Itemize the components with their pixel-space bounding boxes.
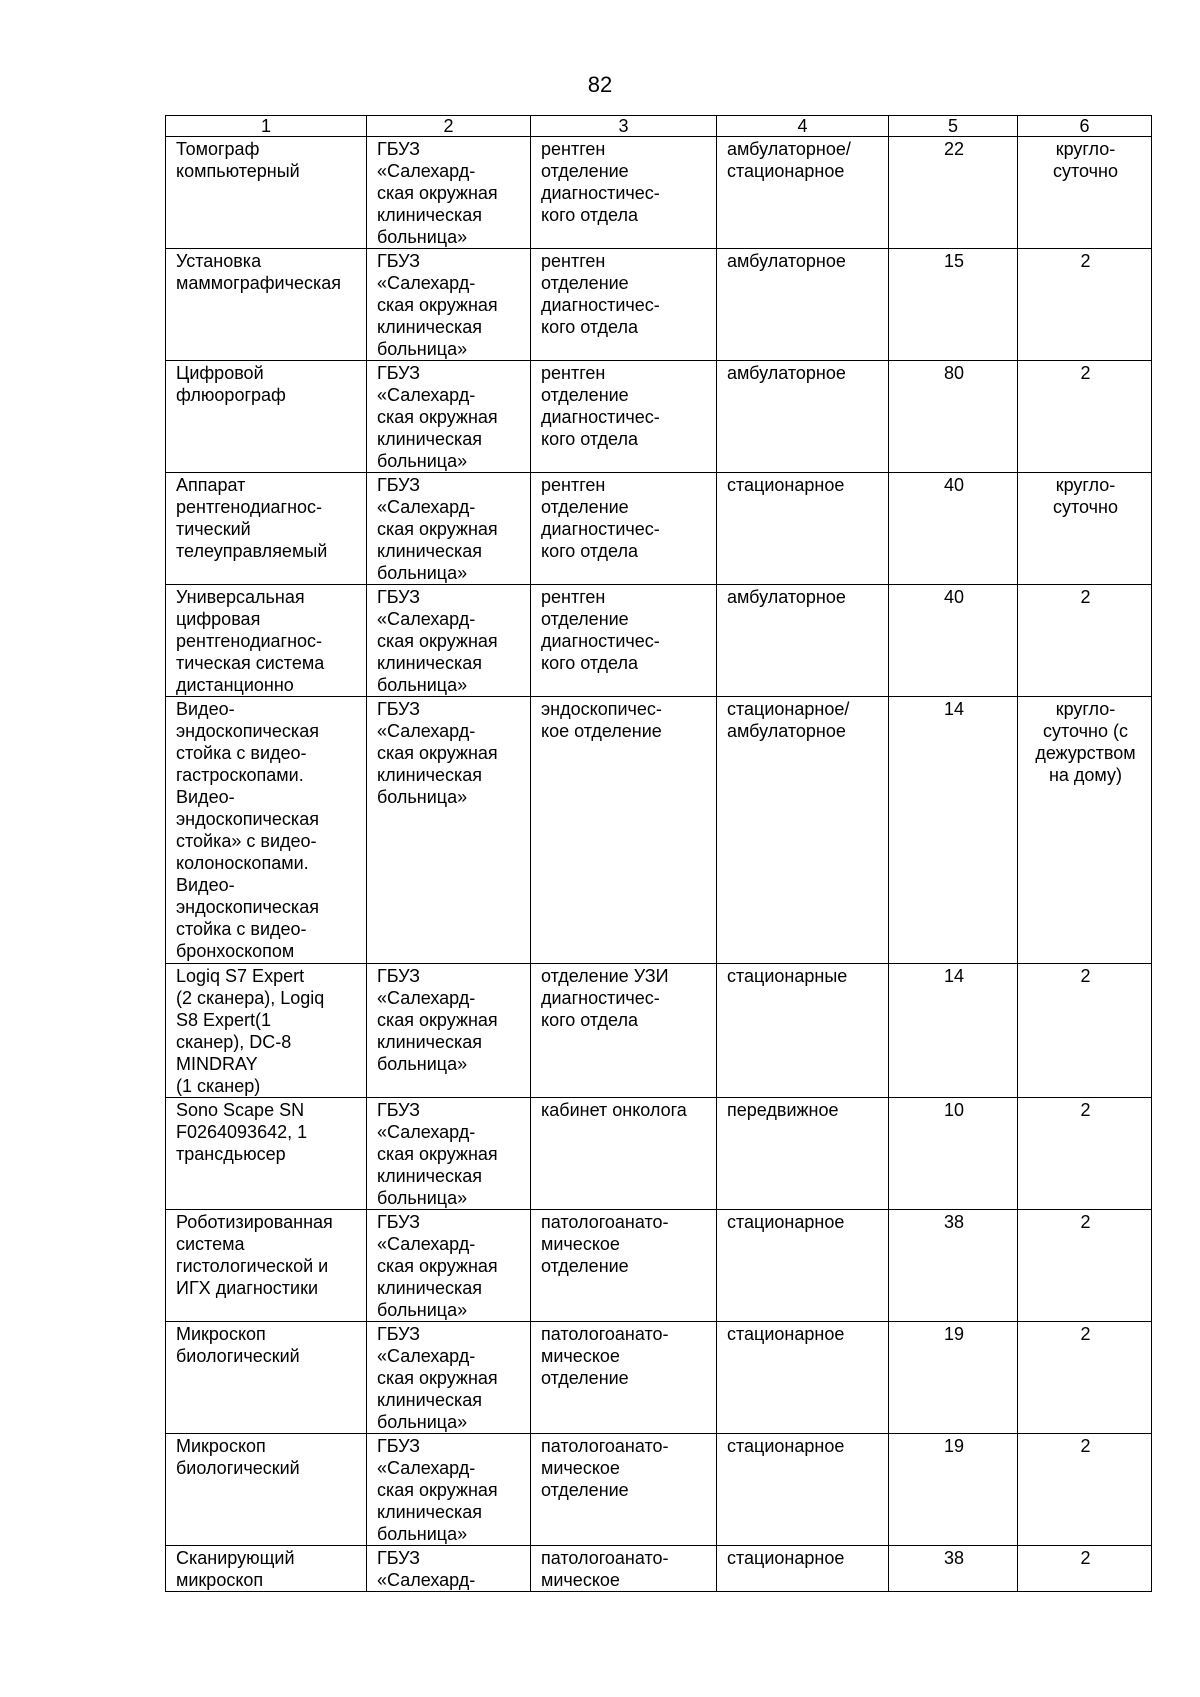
care-type-cell: стационарное [717, 1210, 889, 1322]
table-row [166, 473, 1152, 585]
care-type-cell: передвижное [717, 1098, 889, 1210]
institution-cell: ГБУЗ «Салехард- ская окружная клиническая больница» [367, 249, 531, 361]
department-cell: эндоскопичес- кое отделение [531, 697, 717, 964]
schedule-cell: 2 [1018, 964, 1152, 1098]
table-row [166, 249, 1152, 361]
value-cell: 22 [889, 137, 1018, 249]
equipment-name-cell: Видео- эндоскопическая стойка с видео- гастроскопами. Видео- эндоскопическая стойка» с видео- колоноскопами. Видео- эндоскопическая стойка с видео- бронхоскопом [166, 697, 367, 964]
value-cell: 38 [889, 1210, 1018, 1322]
value-cell: 15 [889, 249, 1018, 361]
institution-cell: ГБУЗ «Салехард- ская окружная клиническая больница» [367, 697, 531, 964]
schedule-cell: кругло- суточно (с дежурством на дому) [1018, 697, 1152, 964]
institution-cell: ГБУЗ «Салехард- ская окружная клиническая больница» [367, 585, 531, 697]
value-cell: 38 [889, 1546, 1018, 1592]
table-row [166, 137, 1152, 249]
institution-cell: ГБУЗ «Салехард- ская окружная клиническая больница» [367, 964, 531, 1098]
care-type-cell: стационарное [717, 1434, 889, 1546]
table-body [166, 137, 1152, 1592]
institution-cell: ГБУЗ «Салехард- ская окружная клиническая больница» [367, 1098, 531, 1210]
header-row [166, 116, 1152, 137]
schedule-cell: 2 [1018, 249, 1152, 361]
table-row [166, 1322, 1152, 1434]
department-cell: патологоанато- мическое отделение [531, 1322, 717, 1434]
table-row [166, 585, 1152, 697]
care-type-cell: амбулаторное [717, 361, 889, 473]
column-number-header: 6 [1018, 116, 1152, 137]
equipment-name-cell: Томограф компьютерный [166, 137, 367, 249]
equipment-name-cell: Установка маммографическая [166, 249, 367, 361]
institution-cell: ГБУЗ «Салехард- ская окружная клиническая больница» [367, 473, 531, 585]
column-number-header: 1 [166, 116, 367, 137]
equipment-table [165, 115, 1152, 1592]
department-cell: патологоанато- мическое отделение [531, 1210, 717, 1322]
department-cell: рентген отделение диагностичес- кого отдела [531, 249, 717, 361]
institution-cell: ГБУЗ «Салехард- ская окружная клиническая больница» [367, 137, 531, 249]
equipment-name-cell: Микроскоп биологический [166, 1322, 367, 1434]
schedule-cell: 2 [1018, 1322, 1152, 1434]
care-type-cell: стационарные [717, 964, 889, 1098]
value-cell: 14 [889, 697, 1018, 964]
table-row [166, 1210, 1152, 1322]
table-row [166, 964, 1152, 1098]
institution-cell: ГБУЗ «Салехард- [367, 1546, 531, 1592]
department-cell: рентген отделение диагностичес- кого отдела [531, 137, 717, 249]
value-cell: 19 [889, 1434, 1018, 1546]
equipment-name-cell: Микроскоп биологический [166, 1434, 367, 1546]
schedule-cell: 2 [1018, 1210, 1152, 1322]
column-number-header: 4 [717, 116, 889, 137]
care-type-cell: стационарное [717, 1546, 889, 1592]
equipment-name-cell: Аппарат рентгенодиагнос- тический телеуправляемый [166, 473, 367, 585]
equipment-name-cell: Sono Scape SN F0264093642, 1 трансдьюсер [166, 1098, 367, 1210]
equipment-name-cell: Сканирующий микроскоп [166, 1546, 367, 1592]
table-row [166, 1098, 1152, 1210]
institution-cell: ГБУЗ «Салехард- ская окружная клиническая больница» [367, 1322, 531, 1434]
column-number-header: 5 [889, 116, 1018, 137]
value-cell: 14 [889, 964, 1018, 1098]
department-cell: патологоанато- мическое [531, 1546, 717, 1592]
department-cell: отделение УЗИ диагностичес- кого отдела [531, 964, 717, 1098]
schedule-cell: 2 [1018, 1098, 1152, 1210]
page-number: 82 [587, 72, 613, 97]
table-row [166, 697, 1152, 964]
value-cell: 40 [889, 473, 1018, 585]
value-cell: 80 [889, 361, 1018, 473]
schedule-cell: 2 [1018, 1434, 1152, 1546]
department-cell: патологоанато- мическое отделение [531, 1434, 717, 1546]
table-row [166, 361, 1152, 473]
schedule-cell: 2 [1018, 361, 1152, 473]
table-row [166, 1546, 1152, 1592]
table-row [166, 1434, 1152, 1546]
institution-cell: ГБУЗ «Салехард- ская окружная клиническая больница» [367, 1210, 531, 1322]
institution-cell: ГБУЗ «Салехард- ская окружная клиническая больница» [367, 1434, 531, 1546]
equipment-name-cell: Цифровой флюорограф [166, 361, 367, 473]
column-number-header: 3 [531, 116, 717, 137]
schedule-cell: 2 [1018, 585, 1152, 697]
care-type-cell: стационарное [717, 1322, 889, 1434]
column-number-header: 2 [367, 116, 531, 137]
equipment-name-cell: Роботизированная система гистологической и ИГХ диагностики [166, 1210, 367, 1322]
department-cell: рентген отделение диагностичес- кого отдела [531, 361, 717, 473]
value-cell: 10 [889, 1098, 1018, 1210]
department-cell: кабинет онколога [531, 1098, 717, 1210]
care-type-cell: амбулаторное [717, 249, 889, 361]
care-type-cell: амбулаторное/ стационарное [717, 137, 889, 249]
institution-cell: ГБУЗ «Салехард- ская окружная клиническая больница» [367, 361, 531, 473]
table-header [166, 116, 1152, 137]
department-cell: рентген отделение диагностичес- кого отдела [531, 585, 717, 697]
department-cell: рентген отделение диагностичес- кого отдела [531, 473, 717, 585]
care-type-cell: стационарное/ амбулаторное [717, 697, 889, 964]
schedule-cell: кругло- суточно [1018, 473, 1152, 585]
equipment-name-cell: Logiq S7 Expert (2 сканера), Logiq S8 Expert(1 сканер), DC-8 MINDRAY (1 сканер) [166, 964, 367, 1098]
value-cell: 40 [889, 585, 1018, 697]
value-cell: 19 [889, 1322, 1018, 1434]
equipment-name-cell: Универсальная цифровая рентгенодиагнос- тическая система дистанционно [166, 585, 367, 697]
care-type-cell: амбулаторное [717, 585, 889, 697]
care-type-cell: стационарное [717, 473, 889, 585]
schedule-cell: 2 [1018, 1546, 1152, 1592]
schedule-cell: кругло- суточно [1018, 137, 1152, 249]
